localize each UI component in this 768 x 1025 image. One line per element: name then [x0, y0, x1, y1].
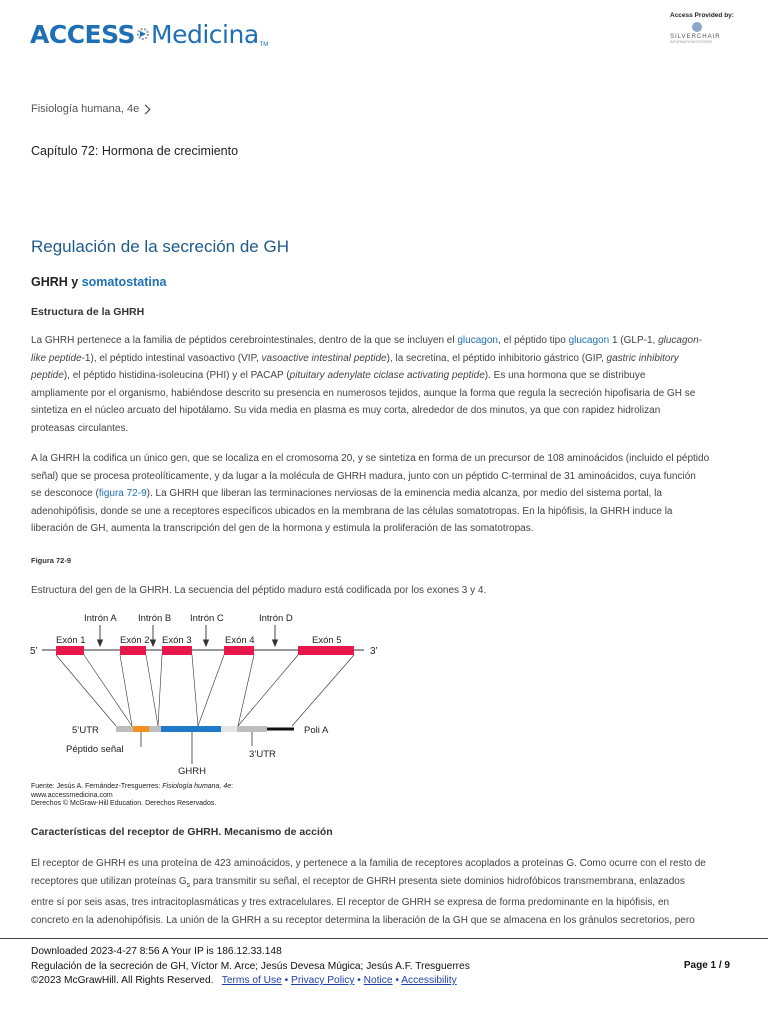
text: Fuente: Jesús A. Fernández-Tresguerres:: [31, 783, 163, 790]
text: se desconoce (: [31, 488, 99, 500]
subsection-prefix: GHRH y: [31, 275, 82, 289]
privacy-policy-link[interactable]: Privacy Policy: [291, 975, 355, 986]
chapter-title: Capítulo 72: Hormona de crecimiento: [31, 144, 239, 158]
provider-name: SILVERCHAIR: [670, 34, 721, 40]
ghrh-label: GHRH: [178, 766, 206, 777]
text: like peptide: [31, 352, 82, 364]
text: ). La GHRH que liberan las terminaciones nerviosas de la eminencia media alcanza, por medio del sistema portal, la: [146, 488, 662, 500]
text-line: adenohipófisis, donde se une a receptores específicos ubicados en la membrana de las células somatotropas. En la hipófisis, la GHRH induce la: [31, 505, 673, 517]
logo-tm: TM: [259, 42, 269, 48]
ghrh-segment: [161, 726, 221, 732]
heading-structure: Estructura de la GHRH: [31, 306, 145, 318]
citation: Regulación de la secreción de GH, Víctor M. Arce; Jesús Devesa Múgica; Jesús A.F. Tresguerres: [31, 960, 470, 972]
intron-c-label: Intrón C: [190, 613, 224, 624]
exon-4-label: Exón 4: [225, 635, 255, 646]
gear-arrow-icon: [136, 27, 150, 41]
intron-d-label: Intrón D: [259, 613, 293, 624]
text: peptide: [31, 370, 64, 382]
provider-sub: INFORMATION/SYSTEMS: [670, 40, 712, 44]
subsection-title: [31, 275, 166, 289]
logo-medicina-text: Medicina: [151, 19, 259, 49]
text: gastric inhibitory: [606, 352, 679, 364]
text: s: [186, 881, 191, 889]
utr5-label: 5’UTR: [72, 725, 99, 736]
paragraph-ghrh-gene: [31, 450, 739, 538]
text: glucagon-: [658, 335, 702, 346]
text-line: ampliamente por el organismo, habiéndose descrito su presencia en numerosos tejidos, aunque la forma que regula la secreción hipofisaria de GH se: [31, 387, 696, 399]
intron-a-label: Intrón A: [84, 613, 117, 624]
exon-1-label: Exón 1: [56, 635, 86, 646]
breadcrumb-book[interactable]: Fisiología humana, 4e: [31, 103, 140, 115]
text: receptores que utilizan proteínas G: [31, 875, 187, 887]
silverchair-icon: [692, 22, 702, 32]
splicing-lines: [56, 655, 354, 726]
separator: •: [354, 975, 364, 986]
gene-5-end: 5’: [30, 646, 38, 657]
footer-links-line: [31, 974, 470, 989]
exon-3: [162, 646, 192, 655]
polia-label: Poli A: [304, 725, 329, 736]
mrna-spacer: [221, 726, 237, 732]
gene-3-end: 3’: [370, 646, 378, 657]
polia-tail: [267, 728, 294, 731]
text: :: [231, 783, 234, 790]
separator: •: [392, 975, 402, 986]
paragraph-ghrh-family: [31, 332, 739, 438]
intron-b-label: Intrón B: [138, 613, 172, 624]
breadcrumb[interactable]: [31, 103, 149, 115]
figure-72-9-link[interactable]: figura 72-9: [98, 488, 147, 500]
exon-4: [224, 646, 254, 655]
copyright: ©2023 McGrawHill. All Rights Reserved.: [31, 975, 214, 986]
exon-2: [120, 646, 146, 655]
download-info: Downloaded 2023-4-27 8:56 A Your IP is 186.12.33.148: [31, 946, 282, 957]
logo-access-text: ACCESS: [30, 19, 136, 49]
separator: •: [281, 975, 292, 986]
signal-peptide-label: Péptido señal: [66, 744, 124, 755]
figure-rights: Derechos © McGraw-Hill Education. Derechos Reservados.: [31, 800, 217, 808]
text: ), la secretina, el péptido inhibitorio gástrico (GIP,: [386, 352, 607, 364]
text: Fisiología humana, 4e: [162, 783, 232, 790]
ghrh-gene-diagram[interactable]: [28, 606, 398, 784]
access-provider: [670, 12, 750, 44]
text: vasoactive intestinal peptide: [261, 352, 387, 364]
source-url: www.accessmedicina.com: [31, 791, 113, 799]
utr3-segment: [237, 726, 267, 732]
text: , el péptido tipo: [497, 335, 569, 346]
figure-label: Figura 72-9: [31, 556, 72, 565]
text: ). Es una hormona que se distribuye: [484, 370, 646, 382]
accessibility-link[interactable]: Accessibility: [401, 975, 457, 986]
text: ), el péptido histidina-isoleucina (PHI) y el PACAP (: [63, 370, 290, 382]
text-line: A la GHRH la codifica un único gen, que se localiza en el cromosoma 20, y se sintetiza en forma de un precursor de 108 aminoácidos (incluido el péptido: [31, 453, 710, 464]
text-line: proteasas circulantes.: [31, 422, 129, 434]
exon-1: [56, 646, 84, 655]
text-line: señal) que se procesa proteolíticamente, y da lugar a la molécula de GHRH madura, junto con un péptido C-terminal de 31 aminoácidos, cuya función: [31, 470, 696, 482]
figure-source: [31, 783, 233, 809]
glucagon-link[interactable]: glucagon: [457, 335, 498, 346]
text-line: entre sí por seis asas, tres intracitoplasmáticas y tres extracelulares. El receptor de GHRH se expresa de forma predominante en la hipófisis, en: [31, 897, 670, 909]
notice-link[interactable]: Notice: [363, 975, 393, 986]
utr5-segment: [116, 726, 133, 732]
text: -1), el péptido intestinal vasoactivo (VIP,: [81, 352, 262, 364]
text-line: liberación de GH, aumenta la transcripción del gen de la hormona y estimula la proliferación de las somatotropas.: [31, 523, 534, 535]
chevron-right-icon: [141, 104, 151, 114]
mrna-spacer: [149, 726, 161, 732]
page-number: Page 1 / 9: [683, 960, 730, 971]
accessmedicina-logo[interactable]: [30, 16, 268, 52]
text: La GHRH pertenece a la familia de péptidos cerebrointestinales, dentro de la que se incluyen el: [31, 335, 458, 346]
glucagon-link[interactable]: glucagon: [568, 335, 610, 346]
terms-of-use-link[interactable]: Terms of Use: [221, 975, 282, 986]
text: para transmitir su señal, el receptor de GHRH presenta siete dominios hidrofóbicos transmembrana, enlazados: [190, 875, 685, 887]
figure-caption: Estructura del gen de la GHRH. La secuencia del péptido maduro está codificada por los exones 3 y 4.: [31, 585, 487, 596]
paragraph-receptor: [31, 855, 739, 929]
utr3-label: 3’UTR: [249, 749, 276, 760]
somatostatina-link[interactable]: somatostatina: [81, 275, 167, 289]
exon-5: [298, 646, 354, 655]
text-line: sintetiza en el núcleo arcuato del hipotálamo. Su vida media en plasma es muy corta, alrededor de dos minutos, ya que con rapidez hidrolizan: [31, 405, 661, 417]
exon-2-label: Exón 2: [120, 635, 150, 646]
text: pituitary adenylate ciclase activating peptide: [289, 370, 485, 382]
text: 1 (GLP-1,: [609, 335, 659, 346]
provider-label: Access Provided by:: [670, 12, 734, 19]
signal-peptide-segment: [133, 726, 149, 732]
exon-5-label: Exón 5: [312, 635, 342, 646]
text-line: concreto en la adenohipófisis. La unión de la GHRH a su receptor determina la liberación de la GH que se almacena en los gránulos secretorios, pero: [31, 914, 695, 926]
section-title: Regulación de la secreción de GH: [31, 237, 289, 256]
heading-receptor: Características del receptor de GHRH. Mecanismo de acción: [31, 826, 333, 838]
exon-3-label: Exón 3: [162, 635, 192, 646]
text-line: El receptor de GHRH es una proteína de 423 aminoácidos, y pertenece a la familia de receptores acoplados a proteínas G. Como ocurre con el resto de: [31, 858, 706, 869]
page-footer: [0, 938, 768, 1025]
